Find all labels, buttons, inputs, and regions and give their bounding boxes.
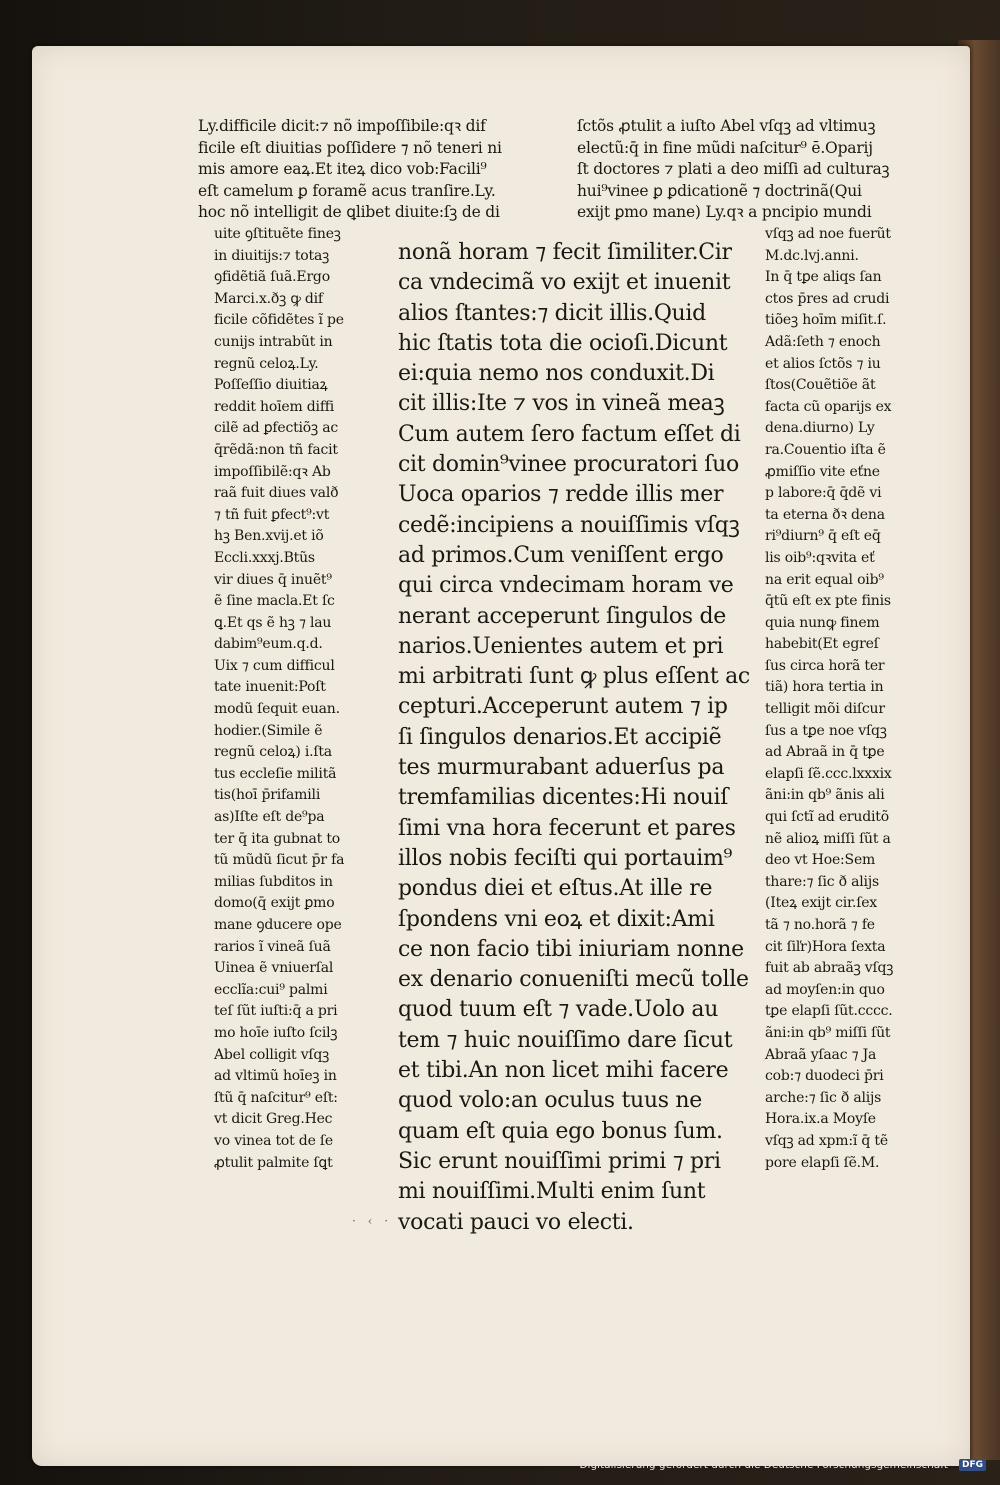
digitization-credit (579, 1457, 986, 1473)
dfg-logo: DFG (959, 1459, 986, 1471)
ink-speck: · ‹ · (352, 1214, 393, 1228)
main-text-column: nonã horam ⁊ fecit ſimiliter.Cir ca vndecimã vo exijt et inuenit alios ſtantes:⁊ dicit illis.Quid hic ſtatis tota die ocioſi.Dicunt ei:quia nemo nos conduxit.Di cit illis:Ite ⁊ vos in vineã meaꝫ Cum autem ſero factum eſſet di cit domin⁹vinee procuratori ſuo Uoca oparios ⁊ redde illis mer cedẽ:incipiens a nouiſſimis vſqꝫ ad primos.Cum veniſſent ergo qui circa vndecimam horam ve nerant acceperunt ſingulos de narios.Uenientes autem et pri mi arbitrati ſunt ꝙ plus eſſent ac cepturi.Acceperunt autem ⁊ ip ſi ſingulos denarios.Et accipiẽ tes murmurabant aduerſus pa tremfamilias dicentes:Hi nouiſ ſimi vna hora fecerunt et pares illos nobis feciſti qui portauim⁹ pondus diei et eſtus.At ille re ſpondens vni eoꝝ et dixit:Ami ce non facio tibi iniuriam nonne ex denario conueniſti mecũ tolle quod tuum eſt ⁊ vade.Uolo au tem ⁊ huic nouiſſimo dare ſicut et tibi.An non licet mihi facere quod volo:an oculus tuus ne quam eſt quia ego bonus ſum. Sic erunt nouiſſimi primi ⁊ pri mi nouiſſimi.Multi enim ſunt vocati pauci vo electi. (398, 240, 750, 1235)
credit-text: Digitalisierung gefördert durch die Deutsche Forschungsgemeinschaft - (579, 1459, 955, 1471)
top-right-text-block: ſctõs ꝓtulit a iuſto Abel vſqꝫ ad vltimuꝫ electũ:q̄ in fine mũdi naſcitur⁹ ē.Oparij ſt doctores ⁊ plati a deo miſſi ad culturaꝫ hui⁹vinee ꝑ ꝑdicationẽ ⁊ doctrinã(Qui exijt ꝑmo mane) Ly.qꝛ a pncipio mundi (577, 117, 890, 221)
right-margin-gloss: vſqꝫ ad noe fuerũt M.dc.lvj.anni. In q̄ tꝑe aliqs ſan ctos p̄res ad crudi tiõeꝫ hoīm miſit.ſ. Adã:ſeth ⁊ enoch et alios ſctõs ⁊ iu ſtos(Couẽtiõe ãt facta cũ oparijs ex dena.diurno) Ly ra.Couentio iſta ẽ ꝓmiſſio vite eťne p labore:q̄ q̄dẽ vi ta eterna ðꝛ dena ri⁹diurn⁹ q̄ eſt eq̄ lis oib⁹:qꝛvita eť na erit equal oib⁹ q̄tũ eſt ex pte finis quia nunꝙ finem habebit(Et egreſ ſus circa horã ter tiã) hora tertia in telligit mõi diſcur ſus a tꝑe noe vſqꝫ ad Abraã in q̄ tꝑe elapſi ſẽ.ccc.lxxxix ãni:in qb⁹ ãnis ali qui ſctĩ ad eruditõ nẽ alioꝝ miſſi ſũt a deo vt Hoe:Sem thare:⁊ ſic ð alijs (Iteꝝ exijt cir.ſex tã ⁊ no.horã ⁊ fe cit ſiľr)Hora ſexta fuit ab abraãꝫ vſqꝫ ad moyſen:in quo tꝑe elapſi ſũt.cccc. ãni:in qb⁹ miſſi ſũt Abraã yſaac ⁊ Ja cob:⁊ duodeci p̄ri arche:⁊ ſic ð alijs Hora.ix.a Moyſe vſqꝫ ad xpm:ĩ q̄ tẽ pore elapſi ſẽ.M. (765, 226, 894, 1171)
top-left-text-block: Ly.difficile dicit:⁊ nõ impoſſibile:qꝛ dif ficile eſt diuitias poſſidere ⁊ nõ teneri ni mis amore eaꝝ.Et iteꝝ dico vob:Facili⁹ eſt camelum ꝑ foramẽ acus tranſire.Ly. hoc nõ intelligit de ꝗlibet diuite:ſꝫ de di (198, 117, 502, 221)
left-margin-gloss: uite ꝯſtituẽte fineꝫ in diuitijs:⁊ totaꝫ ꝯfidẽtiã ſuã.Ergo Marci.x.ðꝫ ꝙ dif ficile cõfidẽtes ĩ pe cunijs intrabũt in regnũ celoꝝ.Ly. Poſſeſſio diuitiaꝝ reddit hoīem diffi cilẽ ad ꝑfectiõꝫ ac q̄rẽdã:non tñ facit impoſſibilẽ:qꝛ Ab raã fuit diues valð ⁊ tñ fuit ꝑfect⁹:vt hꝫ Ben.xvij.et iõ Eccli.xxxj.Btũs vir diues q̄ inuẽt⁹ ẽ ſine macla.Et ſc ꝗ.Et qs ẽ hꝫ ⁊ lau dabim⁹eum.q.d. Uix ⁊ cum difficul tate inuenit:Poſt modũ ſequit euan. hodier.(Simile ẽ regnũ celoꝝ) i.ſta tus eccleſie militã tis(hoī p̄rifamili as)Iſte eſt de⁹pa ter q̄ ita gubnat to tũ mũdũ ſicut p̄r fa milias ſubditos in domo(q̄ exijt ꝑmo mane ꝯducere ope rarios ĩ vineã ſuã Uinea ẽ vniuerſal ecclĩa:cui⁹ palmi teſ ſũt iuſti:q̄ a pri mo hoīe iuſto ſcilꝫ Abel colligit vſqꝫ ad vltimũ hoīeꝫ in ſtũ q̄ naſcitur⁹ eſt: vt dicit Greg.Hec vo vinea tot de ſe ꝓtulit palmite ſꝗt (214, 226, 345, 1171)
